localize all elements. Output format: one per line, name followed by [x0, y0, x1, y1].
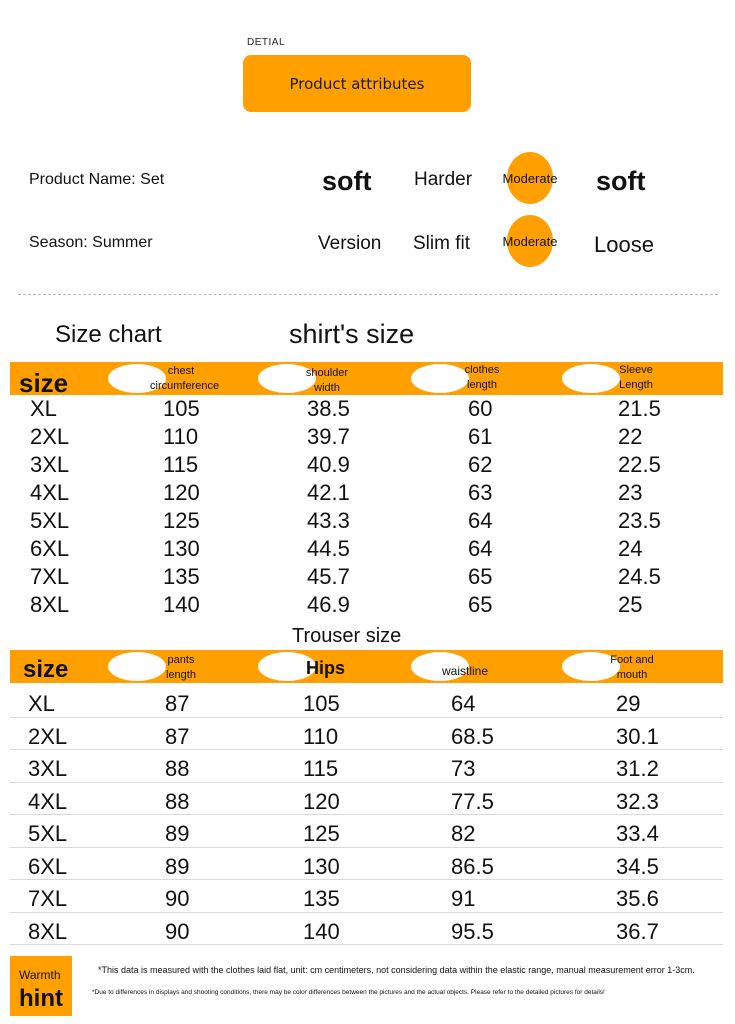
shirt-cell: XL [30, 396, 57, 421]
trouser-cell: 4XL [28, 788, 68, 814]
warmth-label: Warmth [19, 968, 61, 982]
texture-moderate-marker [500, 152, 560, 204]
color-difference-note: *Due to differences in displays and shooting conditions, there may be color differences between the pictures and the actual objects. Please refer to the detailed pictures for details! [92, 989, 605, 996]
shirt-cell: 63 [468, 480, 493, 505]
trouser-cell: 30.1 [616, 723, 659, 749]
trouser-cell: 105 [303, 691, 340, 716]
shirt-cell: 22 [618, 424, 643, 449]
trouser-cell: 6XL [28, 853, 68, 879]
season-label: Season: Summer [29, 234, 153, 251]
trouser-cell: 31.2 [616, 756, 659, 781]
banner-title: Product attributes [289, 74, 425, 93]
table-row [10, 480, 723, 508]
shirt-cell: 4XL [30, 480, 70, 505]
trouser-cell: 130 [303, 853, 340, 879]
table-row [10, 592, 723, 620]
fit-moderate: Moderate [502, 233, 558, 249]
texture-moderate: Moderate [502, 170, 558, 186]
table-row [10, 396, 723, 424]
shirt-cell: 115 [163, 452, 199, 477]
header-notch [108, 652, 166, 681]
shirt-cell: 38.5 [307, 396, 350, 421]
table-row [10, 685, 723, 718]
shirt-cell: 8XL [30, 592, 70, 617]
table-row [10, 750, 723, 783]
trouser-cell: 2XL [28, 723, 68, 749]
trouser-cell: 34.5 [616, 853, 659, 879]
trouser-cell: 90 [165, 918, 190, 944]
shirt-cell: 105 [163, 396, 200, 421]
shirt-cell: 5XL [30, 508, 70, 533]
shirt-header-clothes: clothes length [464, 364, 500, 392]
trouser-cell: 32.3 [616, 788, 659, 814]
trouser-header-pants: pants length [166, 654, 196, 682]
hint-label: hint [19, 985, 63, 1012]
fit-moderate-marker [500, 215, 560, 267]
trouser-cell: 89 [165, 853, 190, 879]
trouser-cell: 88 [165, 756, 190, 781]
table-row [10, 848, 723, 881]
shirt-cell: 6XL [30, 536, 70, 561]
texture-soft: soft [322, 166, 372, 196]
texture-harder: Harder [414, 169, 473, 190]
shirt-cell: 140 [163, 592, 200, 617]
shirt-cell: 65 [468, 592, 493, 617]
shirt-cell: 23.5 [618, 508, 661, 533]
trouser-cell: 120 [303, 788, 340, 814]
table-row [10, 783, 723, 816]
trouser-cell: 73 [451, 756, 476, 781]
shirt-cell: 62 [468, 452, 493, 477]
shirt-cell: 3XL [30, 452, 70, 477]
shirt-cell: 64 [468, 508, 493, 533]
shirt-cell: 65 [468, 564, 493, 589]
fit-version: Version [318, 233, 382, 254]
shirt-cell: 23 [618, 480, 643, 505]
size-chart-label: Size chart [55, 321, 162, 348]
shirt-cell: 60 [468, 396, 493, 421]
shirt-cell: 43.3 [307, 508, 350, 533]
shirt-cell: 110 [163, 424, 199, 449]
table-row [10, 564, 723, 592]
divider [18, 294, 718, 295]
shirt-header-sleeve: Sleeve Length [619, 364, 653, 392]
table-row [10, 815, 723, 848]
table-row [10, 452, 723, 480]
shirt-cell: 45.7 [307, 564, 350, 589]
shirt-cell: 44.5 [307, 536, 350, 561]
shirt-cell: 130 [163, 536, 200, 561]
table-row [10, 424, 723, 452]
trouser-cell: 115 [303, 756, 339, 781]
trouser-cell: 29 [616, 691, 641, 716]
trouser-cell: 90 [165, 886, 190, 911]
trouser-header-hips: Hips [306, 658, 346, 678]
shirt-cell: 125 [163, 508, 200, 533]
trouser-cell: 68.5 [451, 723, 494, 749]
trouser-header-bar [10, 650, 723, 683]
trouser-cell: 3XL [28, 756, 68, 781]
fit-slim: Slim fit [413, 233, 470, 254]
trouser-cell: 87 [165, 723, 190, 749]
trouser-cell: 140 [303, 918, 340, 944]
shirt-header-chest: chest circumference [150, 365, 220, 393]
shirt-header-bar [10, 362, 723, 398]
shirt-header-shoulder: shoulder width [305, 367, 349, 395]
table-row [10, 536, 723, 564]
shirt-cell: 64 [468, 536, 493, 561]
trouser-cell: 87 [165, 691, 190, 716]
table-row [10, 508, 723, 536]
trouser-cell: 89 [165, 821, 190, 846]
shirt-cell: 24.5 [618, 564, 661, 589]
shirt-cell: 2XL [30, 424, 70, 449]
product-name-label: Product Name: Set [29, 171, 165, 188]
shirt-cell: 42.1 [307, 480, 350, 505]
trouser-cell: 5XL [28, 821, 68, 846]
shirt-header-size: size [19, 368, 69, 398]
fit-loose: Loose [594, 232, 654, 257]
trouser-cell: 33.4 [616, 821, 659, 846]
trouser-header-foot: Foot and mouth [610, 654, 654, 682]
table-row [10, 913, 723, 946]
trouser-cell: 135 [303, 886, 340, 911]
trouser-header-size: size [23, 656, 69, 683]
measurement-note: *This data is measured with the clothes laid flat, unit: cm centimeters, not considering data within the elastic range, manual measurement error 1-3cm. [98, 965, 695, 975]
product-attributes-banner [243, 55, 471, 112]
trouser-cell: XL [28, 691, 55, 716]
trouser-cell: 95.5 [451, 918, 494, 944]
trouser-cell: 36.7 [616, 918, 659, 944]
texture-soft-right: soft [596, 166, 646, 196]
table-row [10, 718, 723, 751]
trouser-cell: 35.6 [616, 886, 659, 911]
trouser-cell: 125 [303, 821, 340, 846]
trouser-cell: 86.5 [451, 853, 494, 879]
trouser-cell: 77.5 [451, 788, 494, 814]
trouser-size-title: Trouser size [292, 625, 402, 647]
trouser-cell: 88 [165, 788, 190, 814]
trouser-cell: 91 [451, 886, 476, 911]
detail-label: DETIAL [247, 37, 286, 48]
trouser-cell: 64 [451, 691, 476, 716]
trouser-cell: 7XL [28, 886, 68, 911]
shirt-cell: 40.9 [307, 452, 350, 477]
shirt-cell: 21.5 [618, 396, 661, 421]
shirt-cell: 7XL [30, 564, 70, 589]
shirt-size-title: shirt's size [289, 319, 415, 349]
trouser-cell: 110 [303, 723, 339, 749]
shirt-cell: 22.5 [618, 452, 661, 477]
shirt-cell: 39.7 [307, 424, 350, 449]
shirt-cell: 46.9 [307, 592, 350, 617]
shirt-cell: 120 [163, 480, 200, 505]
trouser-header-waist: waistline [442, 664, 489, 678]
shirt-cell: 24 [618, 536, 643, 561]
shirt-cell: 61 [468, 424, 493, 449]
trouser-cell: 8XL [28, 918, 68, 944]
shirt-cell: 135 [163, 564, 200, 589]
table-row [10, 880, 723, 913]
shirt-cell: 25 [618, 592, 643, 617]
trouser-cell: 82 [451, 821, 476, 846]
